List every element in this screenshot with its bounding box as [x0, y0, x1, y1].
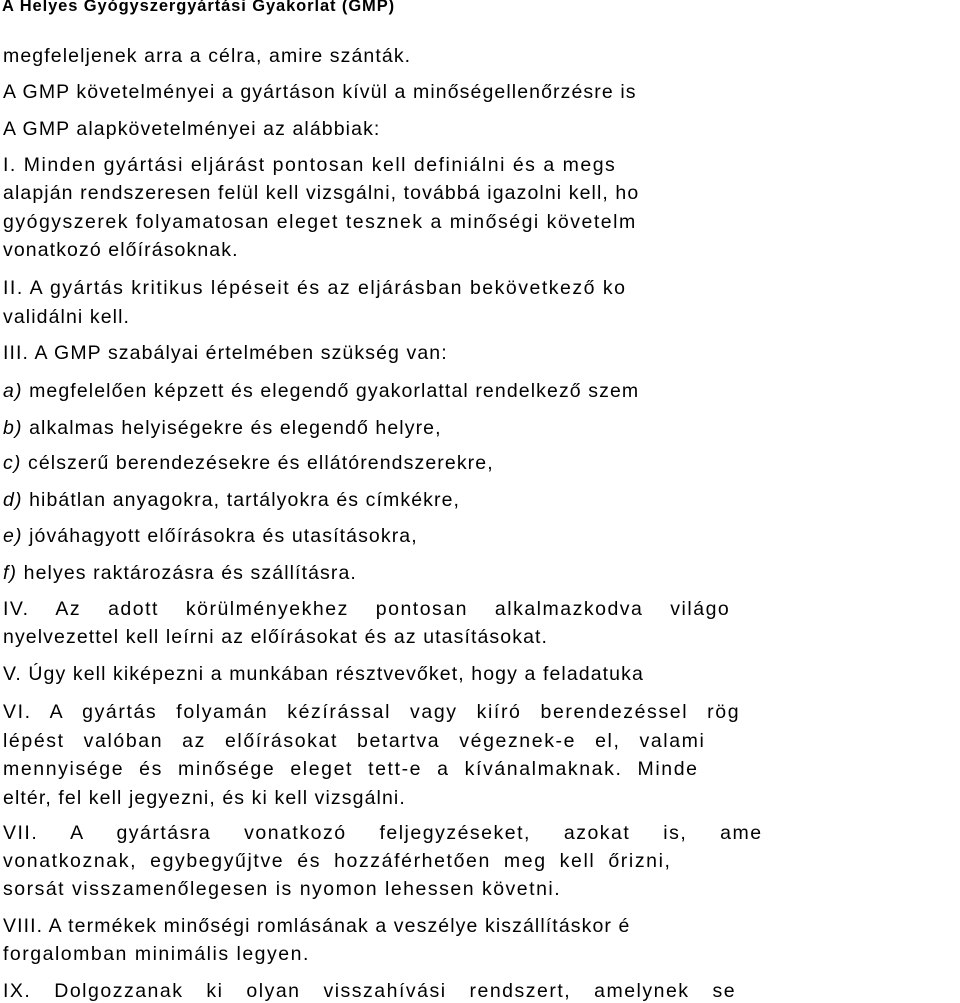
text-line: forgalomban minimális legyen.	[3, 943, 310, 965]
text-line: vonatkoznak, egybegyűjtve és hozzáférhetően meg kell őrizni,	[3, 850, 672, 872]
text-line: eltér, fel kell jegyezni, és ki kell vizsgálni.	[3, 787, 406, 809]
list-item-text: célszerű berendezésekre és ellátórendszerekre,	[27, 452, 494, 474]
text-line: VIII. A termékek minőségi romlásának a veszélye kiszállításkor é	[3, 915, 631, 937]
text-line: A GMP követelményei a gyártáson kívül a minőségellenőrzésre is	[3, 81, 637, 103]
text-line: nyelvezettel kell leírni az előírásokat és az utasításokat.	[3, 626, 549, 648]
text-line: lépést valóban az előírásokat betartva végeznek-e el, valami	[3, 730, 706, 752]
list-marker: e)	[3, 525, 23, 547]
list-marker: a)	[3, 380, 23, 402]
text-line: IV. Az adott körülményekhez pontosan alkalmazkodva világo	[3, 598, 731, 620]
text-line: megfeleljenek arra a célra, amire szánták.	[3, 45, 412, 67]
text-line: A GMP alapkövetelményei az alábbiak:	[3, 118, 381, 140]
text-line: VI. A gyártás folyamán kézírással vagy kiíró berendezéssel rög	[3, 701, 741, 723]
list-item	[3, 379, 639, 403]
list-item	[3, 524, 418, 548]
text-line: IX. Dolgozzanak ki olyan visszahívási rendszert, amelynek se	[3, 980, 737, 1002]
text-line: V. Úgy kell kiképezni a munkában résztvevőket, hogy a feladatuka	[3, 663, 644, 685]
text-line: III. A GMP szabályai értelmében szükség van:	[3, 342, 448, 364]
list-item	[3, 488, 460, 512]
text-line: gyógyszerek folyamatosan eleget tesznek a minőségi követelm	[3, 211, 637, 233]
list-item	[3, 416, 442, 440]
list-item	[3, 451, 494, 475]
list-item-text: alkalmas helyiségekre és elegendő helyre,	[29, 417, 442, 439]
list-marker: f)	[3, 562, 18, 584]
list-marker: b)	[3, 417, 23, 439]
list-marker: c)	[3, 452, 22, 474]
list-item-text: hibátlan anyagokra, tartályokra és címkékre,	[29, 489, 461, 511]
text-line: vonatkozó előírásoknak.	[3, 239, 239, 261]
list-marker: d)	[3, 489, 23, 511]
list-item-text: helyes raktározásra és szállításra.	[23, 562, 357, 584]
list-item	[3, 561, 357, 585]
text-line: validálni kell.	[3, 306, 131, 328]
text-line: alapján rendszeresen felül kell vizsgálni, továbbá igazolni kell, ho	[3, 182, 640, 204]
list-item-text: megfelelően képzett és elegendő gyakorlattal rendelkező szem	[29, 380, 640, 402]
text-line: mennyisége és minősége eleget tett-e a kívánalmaknak. Minde	[3, 758, 699, 780]
text-line: II. A gyártás kritikus lépéseit és az eljárásban bekövetkező ko	[3, 277, 627, 299]
text-line: I. Minden gyártási eljárást pontosan kell definiálni és a megs	[3, 154, 617, 176]
list-item-text: jóváhagyott előírásokra és utasításokra,	[29, 525, 418, 547]
text-line: VII. A gyártásra vonatkozó feljegyzéseket, azokat is, ame	[3, 822, 763, 844]
document-header-title: A Helyes Gyógyszergyártási Gyakorlat (GMP)	[2, 0, 395, 15]
text-line: sorsát visszamenőlegesen is nyomon lehessen követni.	[3, 878, 562, 900]
